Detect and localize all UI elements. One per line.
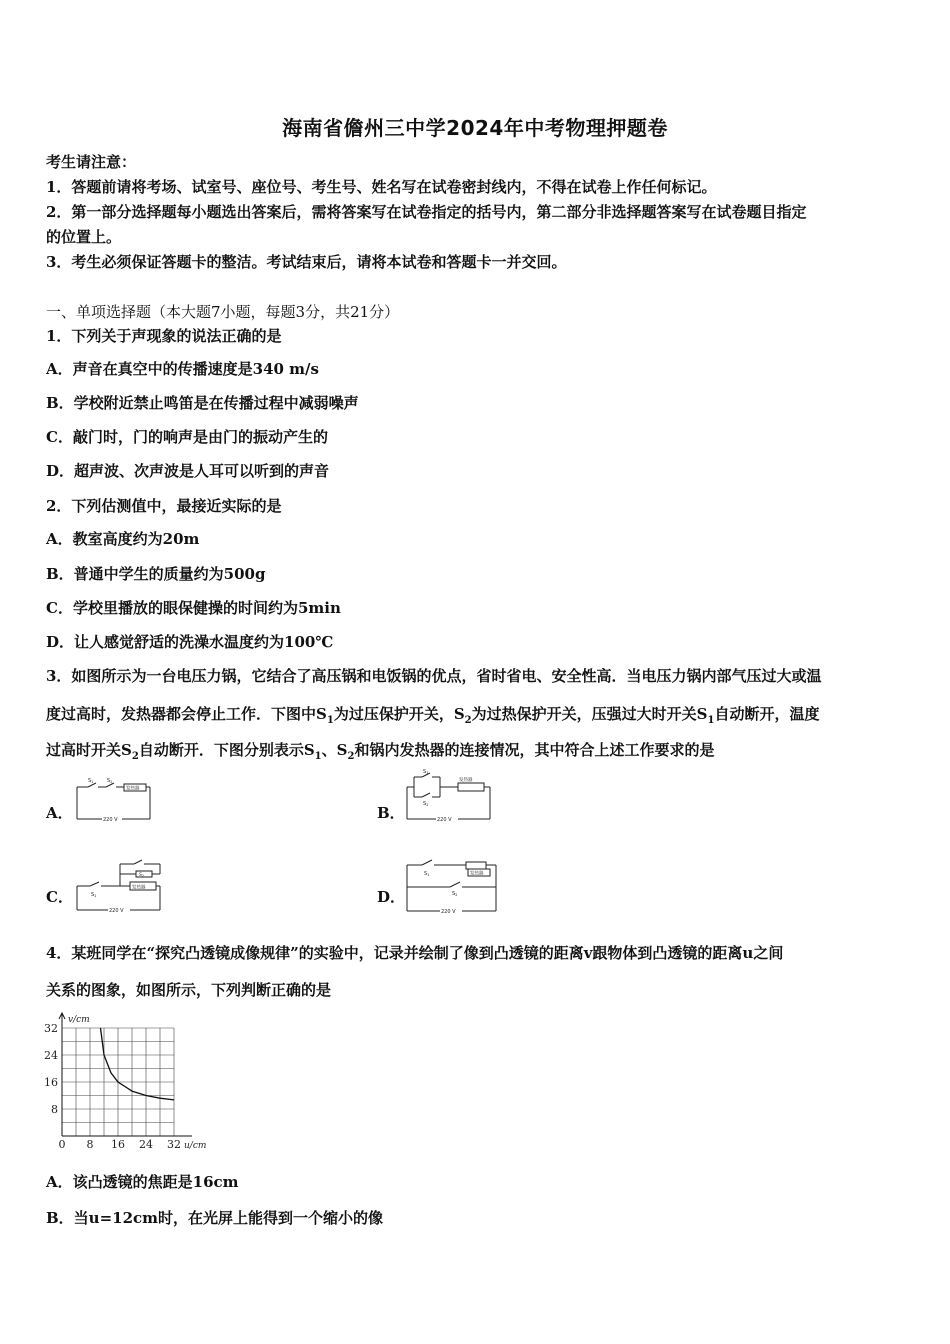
q2-option-a: A．教室高度约为20m [46, 530, 200, 548]
svg-text:220 V: 220 V [437, 817, 452, 823]
q4-line-1: 4．某班同学在“探究凸透镜成像规律”的实验中，记录并绘制了像到凸透镜的距离v跟物体到凸透镜的距离u之间 [46, 944, 784, 962]
q3-option-c-label: C． [46, 888, 73, 906]
circuit-d [404, 853, 500, 915]
series-line [101, 1028, 175, 1100]
x-tick-label: 24 [139, 1138, 153, 1151]
svg-text:S2: $S_2$ [452, 891, 458, 897]
y-tick-label: 16 [44, 1076, 58, 1089]
notice-item: 3．考生必须保证答题卡的整洁。考试结束后，请将本试卷和答题卡一并交回。 [46, 253, 567, 271]
notice-heading: 考生请注意： [46, 153, 137, 171]
q3-option-a-label: A． [46, 804, 73, 822]
q2-option-b: B．普通中学生的质量约为500g [46, 565, 266, 583]
svg-text:发热器: 发热器 [132, 885, 146, 891]
q3-option-d-label: D． [377, 888, 406, 906]
y-tick-label: 8 [51, 1103, 58, 1116]
x-tick-label: 0 [58, 1138, 66, 1151]
circuit-a [74, 775, 154, 823]
svg-text:220 V: 220 V [441, 909, 456, 915]
circuit-b [404, 769, 494, 825]
section-heading: 一、单项选择题（本大题7小题，每题3分，共21分） [46, 303, 400, 321]
svg-text:发热器: 发热器 [470, 871, 484, 877]
q2-option-c: C．学校里播放的眼保健操的时间约为5min [46, 599, 341, 617]
q2-stem: 2．下列估测值中，最接近实际的是 [46, 497, 282, 515]
q3-line-2: 度过高时，发热器都会停止工作．下图中$S_1$为过压保护开关，$S_2$为过热保护开关，压强过大时开关$S_1$自动断开，温度 [46, 705, 820, 726]
x-axis-label: u/cm [184, 1141, 207, 1151]
svg-text:S2: $S_2$ [107, 778, 113, 784]
q3-option-b-label: B． [377, 804, 405, 822]
svg-text:220 V: 220 V [109, 908, 124, 914]
q2-option-d: D．让人感觉舒适的洗澡水温度约为100℃ [46, 633, 334, 651]
y-axis-label: v/cm [68, 1015, 90, 1025]
x-tick-label: 32 [167, 1138, 181, 1151]
y-tick-label: 32 [44, 1022, 58, 1035]
svg-text:发热器: 发热器 [459, 778, 473, 783]
q1-option-c: C．敲门时，门的响声是由门的振动产生的 [46, 428, 328, 446]
q4-option-b: B．当u=12cm时，在光屏上能得到一个缩小的像 [46, 1209, 384, 1227]
svg-text:发热器: 发热器 [126, 786, 140, 792]
lens-graph [40, 1008, 230, 1160]
x-tick-label: 16 [111, 1138, 125, 1151]
q1-option-d: D．超声波、次声波是人耳可以听到的声音 [46, 462, 330, 480]
svg-text:220 V: 220 V [103, 817, 118, 823]
q4-line-2: 关系的图象，如图所示，下列判断正确的是 [46, 981, 332, 999]
q4-option-a: A．该凸透镜的焦距是16cm [46, 1173, 239, 1191]
svg-text:S1: $S_1$ [424, 871, 430, 877]
page-title: 海南省儋州三中学2024年中考物理押题卷 [282, 116, 668, 140]
notice-item: 1．答题前请将考场、试室号、座位号、考生号、姓名写在试卷密封线内，不得在试卷上作任何标记。 [46, 178, 717, 196]
notice-item: 2．第一部分选择题每小题选出答案后，需将答案写在试卷指定的括号内，第二部分非选择题答案写在试卷题目指定 [46, 203, 807, 221]
svg-text:S1: $S_1$ [88, 778, 94, 784]
q1-option-a: A．声音在真空中的传播速度是340 m/s [46, 360, 319, 378]
svg-text:S1: $S_1$ [91, 892, 97, 898]
svg-text:S2: $S_2$ [423, 801, 429, 807]
q1-option-b: B．学校附近禁止鸣笛是在传播过程中减弱噪声 [46, 394, 359, 412]
q3-line-1: 3．如图所示为一台电压力锅，它结合了高压锅和电饭锅的优点，省时省电、安全性高．当电压力锅内部气压过大或温 [46, 667, 822, 685]
circuit-c [74, 856, 166, 914]
q3-line-3: 过高时开关$S_2$自动断开．下图分别表示$S_1$、$S_2$和锅内发热器的连接情况，其中符合上述工作要求的是 [46, 741, 715, 762]
notice-item: 的位置上。 [46, 228, 122, 246]
x-tick-label: 8 [86, 1138, 94, 1151]
y-tick-label: 24 [44, 1049, 58, 1062]
svg-text:S2: $S_2$ [139, 873, 145, 878]
q1-stem: 1．下列关于声现象的说法正确的是 [46, 327, 282, 345]
svg-text:S1: $S_1$ [423, 769, 429, 775]
